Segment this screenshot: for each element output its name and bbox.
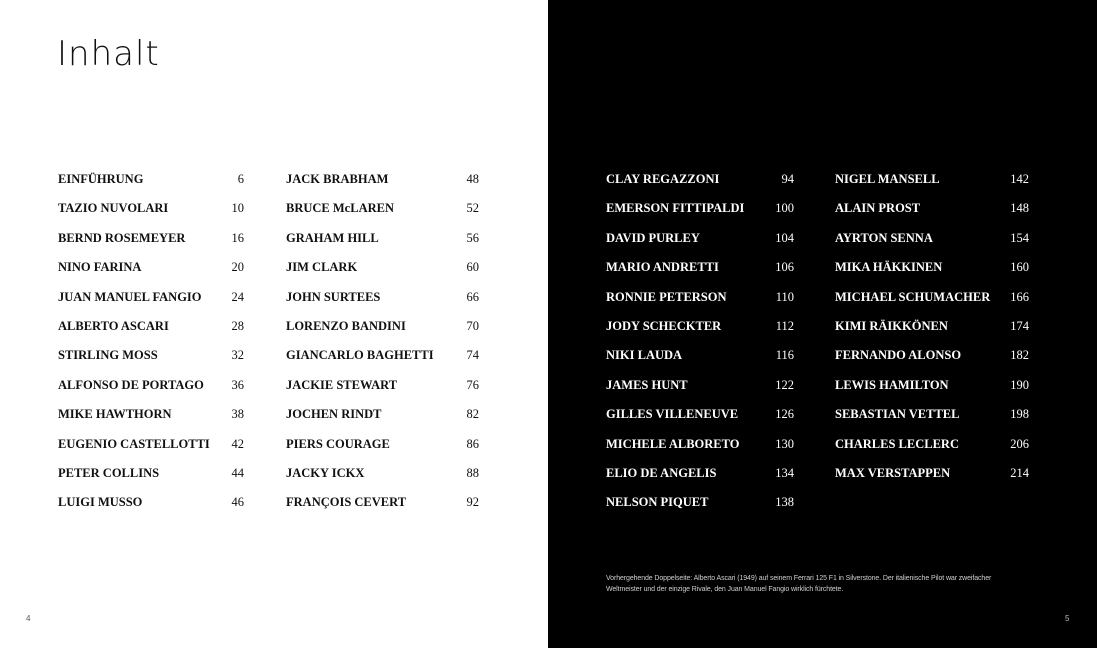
toc-entry-page: 48 [466, 172, 479, 186]
toc-entry-page: 6 [237, 172, 244, 186]
toc-entry-page: 148 [1010, 201, 1029, 216]
toc-entry-name: JOCHEN RINDT [286, 407, 382, 422]
toc-entry-page: 112 [775, 318, 794, 333]
toc-entry [286, 377, 479, 406]
toc-entry-page: 92 [466, 495, 479, 510]
toc-entry [606, 347, 794, 376]
toc-entry-name: NELSON PIQUET [606, 495, 709, 510]
toc-entry [58, 406, 244, 435]
toc-entry-page: 10 [231, 201, 244, 216]
toc-entry-name: NINO FARINA [58, 260, 142, 275]
toc-entry [58, 289, 244, 318]
photo-caption [606, 573, 1026, 595]
toc-entry-name: MARIO ANDRETTI [606, 260, 719, 275]
toc-entry-name: PETER COLLINS [58, 465, 160, 480]
toc-entry [58, 347, 244, 376]
toc-entry-page: 198 [1010, 407, 1029, 422]
toc-entry [606, 230, 794, 259]
toc-entry-name: ALAIN PROST [835, 201, 921, 216]
toc-entry-name: SEBASTIAN VETTEL [835, 407, 960, 422]
toc-entry-page: 190 [1010, 377, 1029, 392]
toc-entry-page: 160 [1010, 260, 1029, 275]
toc-entry [835, 406, 1029, 435]
toc-entry-name: BERND ROSEMEYER [58, 230, 186, 245]
toc-entry [58, 494, 244, 523]
toc-entry [606, 377, 794, 406]
toc-entry [58, 230, 244, 259]
toc-entry-page: 116 [775, 348, 794, 363]
toc-entry-page: 20 [231, 260, 244, 275]
toc-entry-name: MICHELE ALBORETO [606, 436, 740, 451]
toc-entry-page: 46 [231, 495, 244, 510]
toc-entry-page: 100 [775, 201, 794, 216]
toc-entry-page: 70 [466, 318, 479, 333]
toc-entry [835, 318, 1029, 347]
toc-entry [58, 200, 244, 229]
toc-entry-name: JACKY ICKX [286, 465, 365, 480]
toc-entry-page: 174 [1010, 318, 1029, 333]
toc-entry-page: 110 [775, 289, 794, 304]
toc-entry-page: 104 [775, 230, 794, 245]
toc-entry-name: JODY SCHECKTER [606, 318, 722, 333]
toc-entry [58, 377, 244, 406]
toc-entry-page: 134 [775, 465, 794, 480]
toc-entry [58, 465, 244, 494]
toc-entry-page: 24 [231, 289, 244, 304]
toc-entry-name: EUGENIO CASTELLOTTI [58, 436, 210, 451]
toc-entry-page: 44 [231, 465, 244, 480]
toc-entry [58, 259, 244, 288]
toc-entry-name: JUAN MANUEL FANGIO [58, 289, 202, 304]
toc-entry-page: 36 [231, 377, 244, 392]
caption-line-2: Weltmeister und der einzige Rivale, den Juan Manuel Fangio wirklich fürchtete. [606, 586, 844, 593]
toc-entry-name: JACKIE STEWART [286, 377, 398, 392]
caption-line-1: Vorhergehende Doppelseite: Alberto Ascari (1949) auf seinem Ferrari 125 F1 in Silverstone. Der italienische Pilot war zweifacher [606, 575, 992, 582]
toc-entry-name: GILLES VILLENEUVE [606, 407, 739, 422]
toc-entry-name: ALFONSO DE PORTAGO [58, 377, 204, 392]
toc-entry-name: MIKA HÄKKINEN [835, 260, 943, 275]
toc-entry-page: 138 [775, 495, 794, 510]
toc-entry [606, 494, 794, 523]
toc-entry [606, 259, 794, 288]
right-page [548, 0, 1097, 648]
toc-entry-name: NIGEL MANSELL [835, 172, 940, 186]
toc-entry [835, 200, 1029, 229]
toc-entry-name: MAX VERSTAPPEN [835, 465, 951, 480]
toc-entry [606, 406, 794, 435]
toc-entry-page: 88 [466, 465, 479, 480]
toc-entry-name: LUIGI MUSSO [58, 495, 143, 510]
toc-entry-page: 130 [775, 436, 794, 451]
toc-entry-name: LORENZO BANDINI [286, 318, 406, 333]
page-number-left: 4 [26, 614, 31, 623]
toc-entry-name: DAVID PURLEY [606, 230, 700, 245]
toc-entry [58, 436, 244, 465]
toc-entry-page: 166 [1010, 289, 1029, 304]
toc-entry-name: CLAY REGAZZONI [606, 172, 720, 186]
toc-entry [286, 494, 479, 523]
toc-entry-page: 142 [1010, 172, 1029, 186]
toc-entry-name: JAMES HUNT [606, 377, 688, 392]
toc-entry [606, 289, 794, 318]
toc-entry [835, 289, 1029, 318]
toc-entry-page: 74 [466, 348, 479, 363]
toc-column-3 [606, 171, 794, 524]
toc-entry [286, 465, 479, 494]
toc-entry-page: 154 [1010, 230, 1029, 245]
toc-entry [606, 318, 794, 347]
toc-entry-page: 86 [466, 436, 479, 451]
toc-entry-name: PIERS COURAGE [286, 436, 390, 451]
toc-entry [835, 377, 1029, 406]
toc-entry-page: 106 [775, 260, 794, 275]
toc-entry [286, 230, 479, 259]
toc-entry-name: AYRTON SENNA [835, 230, 933, 245]
toc-column-2 [286, 171, 479, 524]
toc-entry [286, 259, 479, 288]
toc-entry-name: RONNIE PETERSON [606, 289, 727, 304]
toc-entry-name: FRANÇOIS CEVERT [286, 495, 407, 510]
toc-column-4 [835, 171, 1029, 494]
toc-entry-name: LEWIS HAMILTON [835, 377, 949, 392]
toc-entry-page: 214 [1010, 465, 1029, 480]
toc-entry-name: TAZIO NUVOLARI [58, 201, 169, 216]
toc-entry-page: 76 [466, 377, 479, 392]
toc-entry-page: 122 [775, 377, 794, 392]
toc-entry-page: 66 [466, 289, 479, 304]
toc-entry-name: EMERSON FITTIPALDI [606, 201, 745, 216]
toc-entry [606, 436, 794, 465]
toc-entry-page: 38 [231, 407, 244, 422]
toc-column-1 [58, 171, 244, 524]
toc-entry-page: 32 [231, 348, 244, 363]
page-title: Inhalt [57, 34, 160, 74]
toc-entry [286, 171, 479, 200]
toc-entry-name: FERNANDO ALONSO [835, 348, 962, 363]
toc-entry-name: STIRLING MOSS [58, 348, 158, 363]
toc-entry-page: 60 [466, 260, 479, 275]
toc-entry [835, 230, 1029, 259]
toc-entry [835, 259, 1029, 288]
toc-entry-page: 182 [1010, 348, 1029, 363]
toc-entry-name: EINFÜHRUNG [58, 172, 144, 186]
toc-entry [835, 436, 1029, 465]
toc-entry-name: BRUCE McLAREN [286, 201, 394, 216]
toc-entry-page: 206 [1010, 436, 1029, 451]
toc-entry-name: GRAHAM HILL [286, 230, 379, 245]
toc-entry-page: 16 [231, 230, 244, 245]
toc-entry [58, 318, 244, 347]
toc-entry [286, 436, 479, 465]
toc-entry-name: CHARLES LECLERC [835, 436, 959, 451]
toc-entry [606, 171, 794, 200]
toc-entry [835, 347, 1029, 376]
toc-entry-name: ELIO DE ANGELIS [606, 465, 717, 480]
toc-entry [58, 171, 244, 200]
toc-entry [286, 289, 479, 318]
toc-entry-name: GIANCARLO BAGHETTI [286, 348, 434, 363]
left-page [0, 0, 548, 648]
toc-entry [286, 347, 479, 376]
toc-entry-name: JACK BRABHAM [286, 172, 389, 186]
toc-entry [606, 465, 794, 494]
toc-entry [835, 171, 1029, 200]
toc-entry-page: 28 [231, 318, 244, 333]
toc-entry-page: 94 [781, 172, 794, 186]
toc-entry [606, 200, 794, 229]
toc-entry-name: NIKI LAUDA [606, 348, 683, 363]
toc-entry-name: MIKE HAWTHORN [58, 407, 172, 422]
toc-entry [835, 465, 1029, 494]
page-number-right: 5 [1065, 614, 1070, 623]
toc-entry-page: 52 [466, 201, 479, 216]
toc-entry [286, 406, 479, 435]
toc-entry-name: MICHAEL SCHUMACHER [835, 289, 991, 304]
toc-entry-name: KIMI RÄIKKÖNEN [835, 318, 948, 333]
toc-entry-name: ALBERTO ASCARI [58, 318, 169, 333]
toc-entry-page: 56 [466, 230, 479, 245]
toc-entry-name: JIM CLARK [286, 260, 358, 275]
toc-entry-page: 126 [775, 407, 794, 422]
toc-entry-page: 42 [231, 436, 244, 451]
toc-entry-name: JOHN SURTEES [286, 289, 381, 304]
toc-entry-page: 82 [466, 407, 479, 422]
toc-entry [286, 200, 479, 229]
toc-entry [286, 318, 479, 347]
